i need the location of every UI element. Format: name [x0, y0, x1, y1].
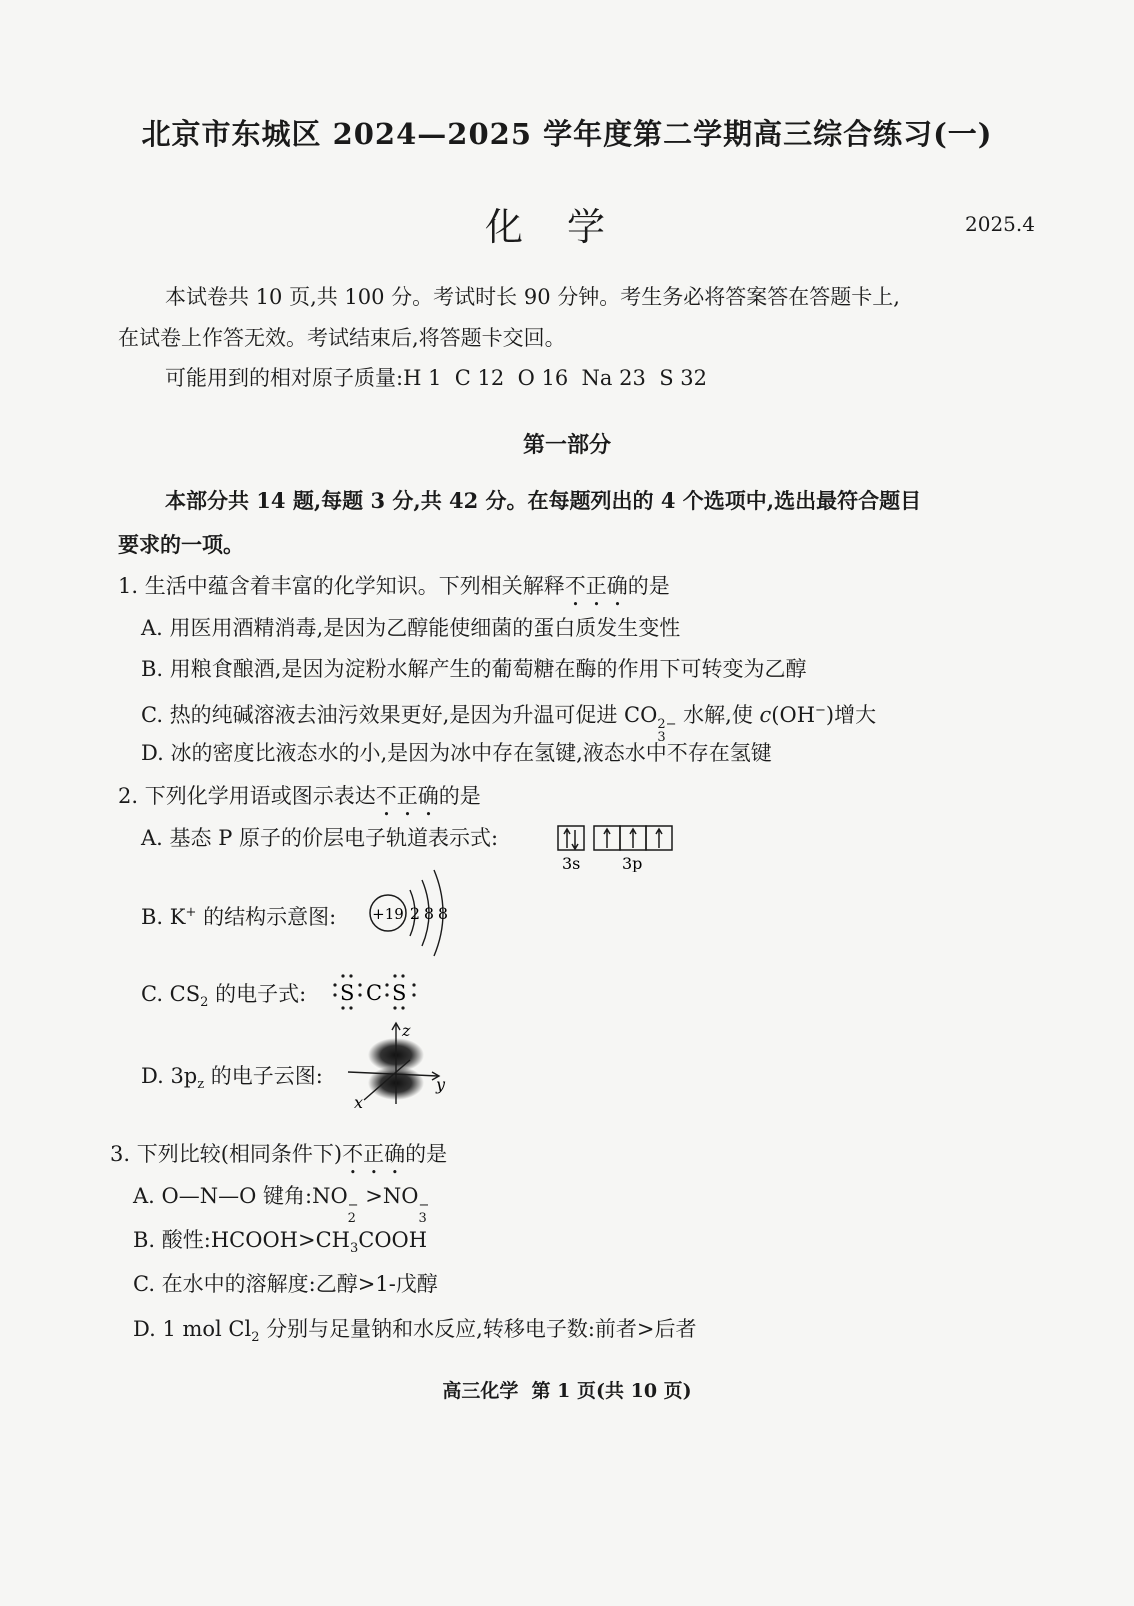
- unpaired-electron: [630, 829, 636, 848]
- atom-s: S: [392, 981, 407, 1005]
- question-3-option-c: C. 在水中的溶解度:乙醇>1-戊醇: [133, 1272, 438, 1296]
- page-footer: 高三化学 第 1 页(共 10 页): [442, 1380, 692, 1402]
- unpaired-electron: [656, 829, 662, 848]
- shell-electrons: 8: [423, 904, 435, 923]
- question-2-stem: [118, 782, 481, 821]
- option-text: A. O—N—O 键角:NO: [133, 1184, 348, 1208]
- option-text: 水解,使: [676, 703, 760, 727]
- orbital-box-3s: [558, 826, 584, 850]
- option-text: COOH: [358, 1228, 428, 1252]
- question-1-option-d: D. 冰的密度比液态水的小,是因为冰中存在氢键,液态水中不存在氢键: [141, 741, 772, 765]
- subscript: 2: [251, 1330, 260, 1346]
- question-1-option-c: [141, 697, 876, 744]
- atom-s: S: [340, 981, 355, 1005]
- option-text: (OH: [771, 703, 816, 727]
- exam-date: 2025.4: [965, 212, 1035, 236]
- label-3s: 3s: [562, 854, 581, 872]
- part-instruction-1: 本部分共 14 题,每题 3 分,共 42 分。在每题列出的 4 个选项中,选出最符合题目: [165, 488, 922, 513]
- x-label: x: [354, 1093, 364, 1112]
- option-text: B. 酸性:HCOOH>CH: [133, 1228, 350, 1252]
- subscript: 3: [349, 1241, 359, 1257]
- option-text: 的电子式:: [208, 982, 307, 1006]
- option-text: 的结构示意图:: [196, 905, 337, 929]
- shell-electrons: 8: [437, 904, 449, 923]
- option-text: C. 热的纯碱溶液去油污效果更好,是因为升温可促进 CO: [141, 703, 658, 727]
- italic-c: c: [759, 703, 772, 727]
- y-label: y: [436, 1075, 446, 1094]
- question-2-option-c: [141, 980, 306, 1017]
- question-1-option-b: B. 用粮食酿酒,是因为淀粉水解产生的葡萄糖在酶的作用下可转变为乙醇: [141, 657, 807, 681]
- question-2-option-d: [141, 1062, 323, 1099]
- charge: +: [185, 905, 197, 920]
- question-1-stem: [118, 572, 670, 611]
- option-text: D. 3p: [141, 1064, 198, 1088]
- ion-structure-diagram: [366, 866, 466, 962]
- question-3-option-b: [133, 1226, 427, 1263]
- emphasis-text: 不正确: [342, 1142, 406, 1166]
- stem-text: 3. 下列比较(相同条件下): [110, 1142, 343, 1166]
- option-text: C. CS: [141, 982, 201, 1006]
- part-heading: 第一部分: [522, 432, 611, 458]
- stem-text: 2. 下列化学用语或图示表达: [118, 784, 376, 808]
- atom-c: C: [366, 981, 383, 1005]
- option-text: 的电子云图:: [204, 1064, 323, 1088]
- stem-text: 的是: [405, 1142, 448, 1166]
- question-2-option-a: A. 基态 P 原子的价层电子轨道表示式:: [141, 826, 499, 850]
- emphasis-text: 不正确: [564, 574, 628, 598]
- subscript: 3: [418, 1211, 427, 1226]
- exam-title: 北京市东城区 2024—2025 学年度第二学期高三综合练习(一): [141, 117, 993, 151]
- option-text: >NO: [358, 1184, 419, 1208]
- part-instruction-2: 要求的一项。: [118, 532, 244, 557]
- stem-text: 的是: [627, 574, 670, 598]
- question-3-stem: [110, 1140, 447, 1179]
- question-2-option-b: [141, 899, 336, 931]
- charge: 2−: [657, 717, 677, 732]
- subject-title: 化学: [484, 205, 649, 249]
- subscript: 3: [657, 730, 666, 745]
- question-3-option-a: [133, 1182, 429, 1225]
- unpaired-electron: [604, 829, 610, 848]
- question-1-option-a: A. 用医用酒精消毒,是因为乙醇能使细菌的蛋白质发生变性: [141, 616, 681, 640]
- z-label: z: [402, 1021, 411, 1040]
- subscript: 2: [200, 995, 209, 1011]
- emphasis-text: 不正确: [375, 784, 439, 808]
- orbital-diagram: [556, 822, 676, 872]
- stem-text: 1. 生活中蕴含着丰富的化学知识。下列相关解释: [118, 574, 565, 598]
- subscript: 2: [347, 1211, 356, 1226]
- label-3p: 3p: [622, 854, 643, 872]
- charge: −: [347, 1198, 359, 1213]
- option-text: D. 1 mol Cl: [133, 1317, 252, 1341]
- option-text: )增大: [825, 703, 877, 727]
- nucleus-charge: +19: [372, 905, 404, 923]
- option-text: 分别与足量钠和水反应,转移电子数:前者>后者: [259, 1317, 697, 1341]
- intro-line-2: 在试卷上作答无效。考试结束后,将答题卡交回。: [118, 326, 566, 350]
- subscript: z: [197, 1077, 205, 1093]
- option-text: B. K: [141, 905, 186, 929]
- electron-formula: [326, 970, 426, 1014]
- electron-cloud-diagram: [344, 1020, 456, 1112]
- atomic-masses: 可能用到的相对原子质量:H 1 C 12 O 16 Na 23 S 32: [165, 366, 707, 390]
- stem-text: 的是: [438, 784, 481, 808]
- shell-electrons: 2: [409, 904, 421, 923]
- charge: −: [418, 1198, 430, 1213]
- paired-electrons: [564, 829, 578, 849]
- charge: −: [815, 703, 826, 718]
- question-3-option-d: [133, 1315, 697, 1352]
- intro-line-1: 本试卷共 10 页,共 100 分。考试时长 90 分钟。考生务必将答案答在答题卡上,: [165, 285, 900, 309]
